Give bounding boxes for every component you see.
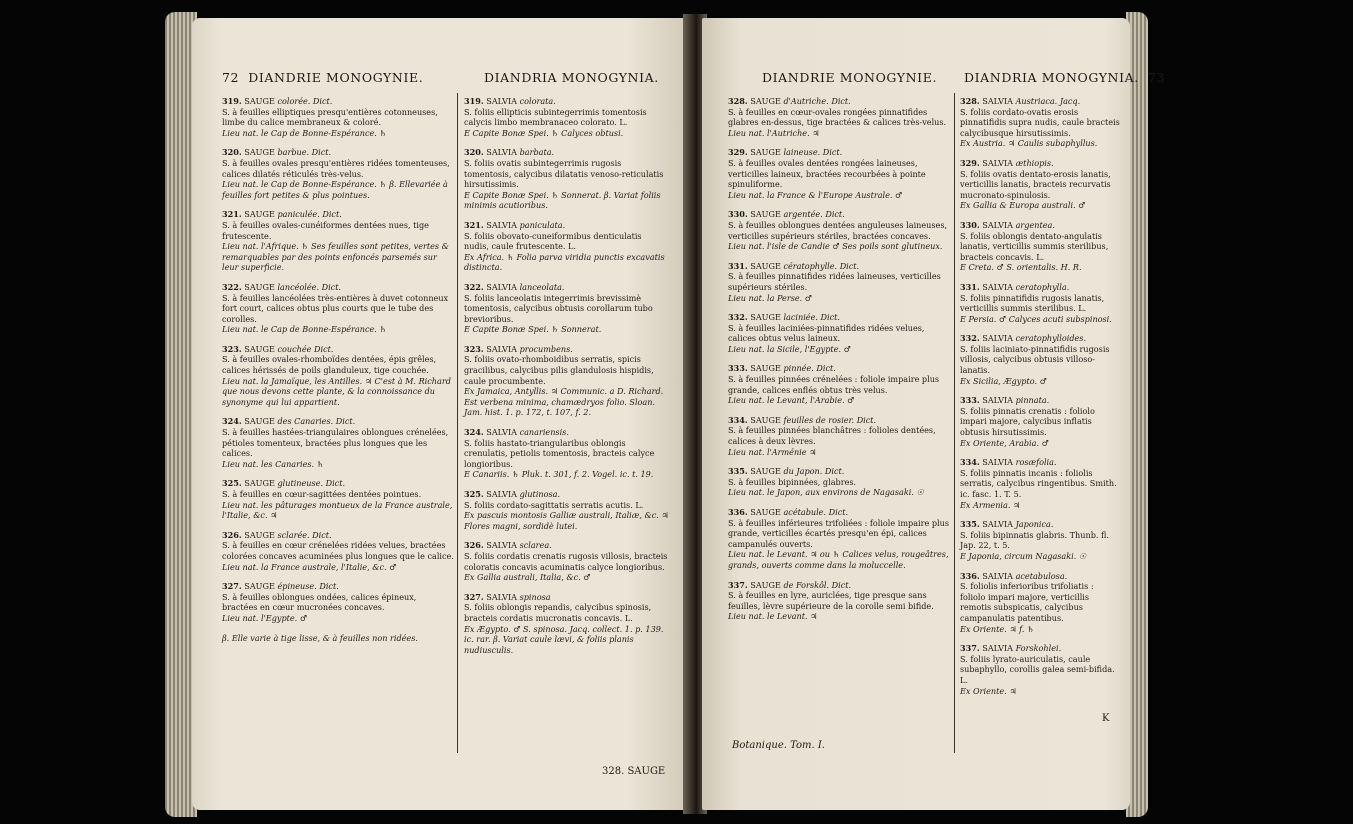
entry: [960, 220, 1120, 273]
species-name: SALVIA: [486, 281, 517, 292]
entry: [728, 96, 950, 138]
entry: [728, 312, 950, 354]
entry: [728, 261, 950, 303]
species-epithet: Austriaca. Jacq.: [1015, 96, 1081, 106]
species-epithet: canariensis.: [519, 427, 569, 438]
description: S. à feuilles ovales-cunéiformes dentées nues, tige frutescente.: [222, 219, 429, 241]
species-name: SALVIA: [982, 333, 1013, 344]
entry-number: 326.: [222, 529, 242, 540]
description: S. foliis pinnatifidis rugosis lanatis, verticillis summis sterilibus. L.: [960, 292, 1105, 314]
species-epithet: de Forskôl. Dict.: [783, 579, 852, 590]
species-name: SAUGE: [750, 209, 781, 220]
entry-number: 324.: [222, 416, 242, 427]
species-epithet: glutinosa.: [519, 489, 561, 499]
species-name: SALVIA: [982, 570, 1013, 581]
species-name: SALVIA: [486, 540, 517, 551]
description: S. foliis obovato-cuneiformibus denticulatis nudis, caule frutescente. L.: [464, 230, 642, 252]
entry-number: 336.: [728, 507, 748, 517]
description: S. foliis cordato-sagittatis serratis acutis. L.: [464, 499, 644, 510]
entry: [960, 96, 1120, 149]
entry-number: 325.: [464, 489, 484, 499]
description: S. à feuilles laciniées-pinnatifides ridées velues, calices obtus velus laineux.: [728, 322, 925, 344]
species-name: SAUGE: [750, 147, 781, 158]
species-name: SALVIA: [486, 427, 517, 438]
entry-number: 331.: [728, 260, 748, 271]
habitat: E Japonia, circum Nagasaki. ☉: [960, 550, 1087, 561]
species-epithet: rosæfolia.: [1015, 457, 1057, 468]
column-divider: [457, 93, 458, 753]
entry-number: 321.: [464, 219, 484, 230]
species-name: SAUGE: [750, 96, 781, 106]
description: S. à feuilles en cœur crénelées ridées velues, bractées colorées concaves acuminées plus longues que le calice.: [222, 540, 454, 561]
species-name: SALVIA: [982, 457, 1013, 468]
entry: [728, 209, 950, 251]
entry-number: 332.: [960, 333, 980, 344]
species-name: SALVIA: [486, 489, 517, 499]
species-epithet: sclarée. Dict.: [277, 529, 332, 540]
species-name: SAUGE: [750, 507, 781, 517]
entry: [222, 633, 454, 644]
entry-number: 333.: [728, 363, 748, 374]
species-name: SALVIA: [982, 281, 1013, 292]
species-epithet: argentea.: [1015, 219, 1055, 230]
entry-number: 319.: [464, 96, 484, 106]
habitat: E Capite Bonæ Spei. ♄ Sonnerat.: [464, 324, 602, 335]
species-name: SAUGE: [244, 209, 275, 220]
entry: [222, 530, 454, 572]
species-name: SAUGE: [750, 414, 781, 425]
habitat: E Capite Bonæ Spei. ♄ Sonnerat. β. Variat foliis minimis acutioribus.: [464, 189, 661, 211]
species-epithet: acetabulosa.: [1015, 570, 1068, 581]
entry: [960, 571, 1120, 635]
habitat: Lieu nat. le Levant, l'Arabie. ♂: [728, 395, 855, 406]
species-name: SAUGE: [244, 281, 275, 292]
species-name: SALVIA: [486, 343, 517, 354]
habitat: Lieu nat. le Cap de Bonne-Espérance. ♄ β. Ellevariée à feuilles fort petites & plus pointues.: [222, 179, 448, 200]
habitat: Lieu nat. la France australe, l'Italie, &c. ♂: [222, 561, 397, 572]
habitat: Ex Jamaica, Antyllis. ♃ Communic. a D. Richard. Est verbena minima, chamædryos folio. Sloan. Jam. hist. 1. p. 172, t. 107, f. 2.: [464, 386, 664, 418]
habitat: Lieu nat. la Sicile, l'Egypte. ♂: [728, 343, 851, 354]
entry-number: 327.: [222, 581, 242, 592]
species-epithet: feuilles de rosier. Dict.: [783, 414, 877, 425]
habitat: Ex Gallia australi, Italia, &c. ♂: [464, 572, 591, 583]
entry: [222, 581, 454, 623]
entry: [960, 282, 1120, 324]
habitat: Lieu nat. la Perse. ♂: [728, 292, 813, 303]
entry-number: 335.: [960, 519, 980, 530]
entry: [728, 415, 950, 457]
entry-number: 335.: [728, 466, 748, 477]
habitat: Lieu nat. le Cap de Bonne-Espérance. ♄: [222, 324, 387, 335]
entry: [464, 540, 669, 582]
description: S. à feuilles ovales presqu'entières ridées tomenteuses, calices dilatés réticulés très-velus.: [222, 157, 450, 179]
habitat: Lieu nat. le Levant. ♃: [728, 611, 818, 622]
species-name: SAUGE: [244, 147, 275, 158]
habitat: Lieu nat. l'isle de Candie ♂ Ses poils sont glutineux.: [728, 241, 943, 252]
habitat: Lieu nat. le Japon, aux environs de Nagasaki. ☉: [728, 487, 924, 498]
entry: [222, 344, 454, 408]
french-column: [222, 96, 454, 746]
entry: [222, 416, 454, 469]
species-name: SAUGE: [244, 416, 275, 427]
description: S. à feuilles hastées-triangulaires oblongues crénelées, pétioles tomenteux, bractées plus longues que les calices.: [222, 427, 449, 459]
description: S. foliis lanceolatis integerrimis brevissimè tomentosis, calycibus obtusis corollarum tubo brevioribus.: [464, 292, 653, 324]
description: S. foliolis inferioribus trifoliatis : foliolo impari majore, verticillis remotis subspicatis, calycibus campanulatis patentibus.: [960, 581, 1094, 623]
species-epithet: laciniée. Dict.: [783, 312, 840, 323]
habitat: Ex Ægypto. ♂ S. spinosa. Jacq. collect. 1. p. 139. ic. rar. β. Variat caule lævi, & foliis planis nudiusculis.: [464, 623, 664, 655]
species-name: SAUGE: [244, 96, 275, 106]
species-epithet: glutineuse. Dict.: [277, 478, 346, 489]
description: S. à feuilles pinnées crénelées : foliole impaire plus grande, calices enflés obtus très velus.: [728, 374, 940, 395]
description: S. foliis laciniato-pinnatifidis rugosis villosis, calycibus obtusis villoso-lanatis.: [960, 343, 1110, 376]
page-number: 73: [1147, 70, 1166, 85]
entry-number: 319.: [222, 96, 242, 106]
habitat: Ex Oriente, Arabia. ♂: [960, 437, 1049, 448]
page-number: 72: [222, 70, 240, 85]
species-epithet: acétabule. Dict.: [783, 507, 849, 517]
entry-number: 334.: [960, 457, 980, 468]
habitat: E Canariis. ♄ Pluk. t. 301, f. 2. Vogel. ic. t. 19.: [464, 469, 654, 480]
entry-number: 331.: [960, 281, 980, 292]
entry-number: 329.: [960, 157, 980, 168]
habitat: Lieu nat. l'Afrique. ♄ Ses feuilles sont petites, vertes & remarquables par des points enfoncés parsemés sur leur superficie.: [222, 241, 449, 273]
species-epithet: pinnée. Dict.: [783, 363, 836, 374]
entry-number: 336.: [960, 570, 980, 581]
entry-number: 323.: [464, 343, 484, 354]
entry: [464, 592, 669, 656]
habitat: Ex Gallia & Europa australi. ♂: [960, 200, 1086, 211]
habitat: E Capite Bonæ Spei. ♄ Calyces obtusi.: [464, 127, 624, 138]
entry: [960, 457, 1120, 510]
entry: [464, 489, 669, 531]
description: S. foliis ellipticis subintegerrimis tomentosis calycis limbo membranaceo colorato. L.: [464, 106, 647, 128]
entry-number: 322.: [464, 281, 484, 292]
species-name: SALVIA: [982, 219, 1013, 230]
description: S. foliis pinnatis crenatis : foliolo impari majore, calycibus inflatis obtusis hirsutissimis.: [960, 405, 1095, 438]
habitat: Lieu nat. les Canaries. ♄: [222, 458, 324, 469]
species-epithet: laineuse. Dict.: [783, 147, 843, 158]
entry: [960, 519, 1120, 561]
description: S. foliis lyrato-auriculatis, caule subaphyllo, corollis galea semi-bifida. L.: [960, 653, 1115, 685]
entry-number: 328.: [960, 96, 980, 106]
species-name: SAUGE: [750, 579, 781, 590]
species-epithet: Forskohlei.: [1015, 643, 1062, 654]
entry-number: 337.: [728, 579, 748, 590]
description: S. à feuilles inférieures trifoliées : foliole impaire plus grande, verticilles écartés presqu'en épi, calices campanulés ouverts.: [728, 517, 949, 549]
signature-mark: K: [1102, 713, 1110, 724]
description: S. foliis oblongis dentato-angulatis lanatis, verticillis summis sterilibus, bracteis concavis. L.: [960, 230, 1109, 262]
species-epithet: procumbens.: [519, 343, 573, 354]
entry: [728, 147, 950, 200]
latin-column: [960, 96, 1120, 746]
description: S. foliis cordatis crenatis rugosis villosis, bracteis coloratis concavis acuminatis calyce longioribus.: [464, 550, 668, 572]
description: S. foliis oblongis repandis, calycibus spinosis, bracteis cordatis mucronatis concavis. L.: [464, 602, 652, 623]
species-epithet: cératophylle. Dict.: [783, 260, 860, 271]
species-epithet: Japonica.: [1015, 519, 1054, 530]
habitat: Ex Africa. ♄ Folia parva viridia punctis excavatis distincta.: [464, 251, 665, 273]
species-name: SALVIA: [486, 219, 517, 230]
entry: [222, 478, 454, 520]
species-epithet: pinnata.: [1015, 395, 1050, 406]
habitat: Lieu nat. l'Egypte. ♂: [222, 612, 308, 623]
species-epithet: spinosa: [519, 591, 551, 602]
entry: [222, 96, 454, 138]
habitat: Lieu nat. les pâturages montueux de la France australe, l'Italie, &c. ♃: [222, 499, 453, 521]
species-name: SAUGE: [750, 363, 781, 374]
left-page: [192, 18, 687, 810]
description: S. à feuilles bipinnées, glabres.: [728, 476, 857, 487]
species-name: SALVIA: [982, 519, 1013, 530]
habitat: Lieu nat. l'Arménie ♃: [728, 446, 817, 457]
species-epithet: æthiopis.: [1015, 157, 1054, 168]
species-name: SALVIA: [982, 643, 1013, 654]
description: S. à feuilles pinnatifides ridées laineuses, verticilles supérieurs stériles.: [728, 271, 941, 292]
entry: [464, 220, 669, 273]
entry-number: 325.: [222, 478, 242, 489]
entry-number: 321.: [222, 209, 242, 220]
habitat: E Creta. ♂ S. orientalis. H. R.: [960, 262, 1082, 273]
species-name: SAUGE: [750, 466, 781, 477]
entry: [728, 580, 950, 622]
description: S. à feuilles oblongues ondées, calices épineux, bractées en cœur mucronées concaves.: [222, 591, 417, 613]
entry: [464, 427, 669, 480]
species-name: SAUGE: [244, 478, 275, 489]
entry: [728, 363, 950, 405]
habitat: Lieu nat. l'Autriche. ♃: [728, 127, 820, 138]
description: S. foliis ovato-rhomboidibus serratis, spicis gracilibus, calycibus pilis glandulosis hispidis, caule procumbente.: [464, 354, 654, 386]
latin-column: [464, 96, 669, 756]
species-epithet: paniculata.: [519, 219, 566, 230]
left-page-number-and-header: [222, 70, 423, 85]
description: β. Elle varie à tige lisse, & à feuilles non ridées.: [222, 632, 418, 643]
species-epithet: ceratophylloides.: [1015, 333, 1087, 344]
species-epithet: lanceolata.: [519, 281, 565, 292]
entry-number: 326.: [464, 540, 484, 551]
entry-number: 322.: [222, 281, 242, 292]
species-name: SAUGE: [244, 343, 275, 354]
right-page-header-and-number: [964, 70, 1165, 85]
description: S. foliis pinnatis incanis : foliolis serratis, calycibus ringentibus. Smith. ic. fasc. 1. T. 5.: [960, 467, 1117, 499]
running-head-french: DIANDRIE MONOGYNIE.: [762, 70, 938, 85]
entry-number: 329.: [728, 147, 748, 158]
species-epithet: d'Autriche. Dict.: [783, 96, 851, 106]
entry: [222, 209, 454, 273]
entry-number: 330.: [960, 219, 980, 230]
habitat: Ex Austria. ♃ Caulis subaphyllus.: [960, 138, 1098, 149]
entry: [728, 466, 950, 498]
species-name: SALVIA: [982, 395, 1013, 406]
entry: [222, 147, 454, 200]
entry-number: 323.: [222, 343, 242, 354]
habitat: Ex Sicilia, Ægypto. ♂: [960, 375, 1047, 386]
running-head-latin: DIANDRIA MONOGYNIA.: [484, 70, 659, 85]
french-column: [728, 96, 950, 736]
species-epithet: ceratophylla.: [1015, 281, 1070, 292]
species-name: SALVIA: [982, 157, 1013, 168]
habitat: Lieu nat. le Cap de Bonne-Espérance. ♄: [222, 127, 387, 138]
species-epithet: du Japon. Dict.: [783, 466, 845, 477]
description: S. à feuilles lancéolées très-entières à duvet cotonneux fort court, calices obtus plus courts que le tube des corolles.: [222, 292, 449, 324]
entry-number: 332.: [728, 312, 748, 323]
description: S. foliis bipinnatis glabris. Thunb. fl. Jap. 22, t. 5.: [960, 529, 1109, 551]
species-epithet: lancéolée. Dict.: [277, 281, 342, 292]
species-epithet: paniculée. Dict.: [277, 209, 342, 220]
species-epithet: barbue. Dict.: [277, 147, 332, 158]
species-epithet: sclarea.: [519, 540, 552, 551]
habitat: Ex Armenia. ♃: [960, 499, 1021, 510]
species-epithet: argentée. Dict.: [783, 209, 845, 220]
entry-number: 330.: [728, 209, 748, 220]
species-epithet: colorata.: [519, 96, 556, 106]
entry: [464, 282, 669, 335]
description: S. à feuilles en cœur-sagittées dentées pointues.: [222, 489, 422, 499]
entry: [222, 282, 454, 335]
habitat: Ex pascuis montosis Galliæ australi, Italiæ, &c. ♃ Flores magni, sordidè lutei.: [464, 510, 669, 531]
entry-number: 320.: [222, 147, 242, 158]
habitat: Ex Oriente. ♃: [960, 685, 1017, 696]
entry-number: 334.: [728, 414, 748, 425]
entry: [960, 333, 1120, 386]
footer-signature-line: Botanique. Tom. I.: [732, 740, 825, 751]
entry: [464, 344, 669, 418]
species-name: SALVIA: [982, 96, 1013, 106]
description: S. foliis ovatis subintegerrimis rugosis tomentosis, calycibus dilatatis venoso-reticulatis hirsutissimis.: [464, 157, 664, 190]
entry: [464, 147, 669, 211]
description: S. à feuilles en cœur-ovales rongées pinnatifides glabres en-dessus, tige bractées & calices très-velus.: [728, 106, 947, 128]
description: S. foliis ovatis dentato-erosis lanatis, verticillis lanatis, bracteis recurvatis mucronato-spinulosis.: [960, 168, 1111, 200]
species-epithet: couchée Dict.: [277, 343, 334, 354]
entry-number: 333.: [960, 395, 980, 406]
description: S. à feuilles pinnées blanchâtres : folioles dentées, calices à deux lèvres.: [728, 425, 936, 447]
species-name: SAUGE: [750, 260, 781, 271]
entry: [728, 507, 950, 571]
species-name: SALVIA: [486, 591, 517, 602]
description: S. à feuilles oblongues dentées anguleuses laineuses, verticilles supérieurs stériles, bractées concaves.: [728, 219, 948, 241]
habitat: Ex Oriente. ♃ f. ♄: [960, 623, 1035, 634]
description: S. à feuilles en lyre, auriclées, tige presque sans feuilles, lèvre supérieure de la corolle semi bifide.: [728, 590, 934, 611]
habitat: Lieu nat. le Levant. ♃ ou ♄ Calices velus, rougeâtres, grands, ouverts comme dans la moluccelle.: [728, 549, 949, 570]
species-name: SALVIA: [486, 96, 517, 106]
species-epithet: des Canaries. Dict.: [277, 416, 356, 427]
habitat: E Persia. ♂ Calyces acuti subspinosi.: [960, 313, 1112, 324]
description: S. foliis hastato-triangularibus oblongis crenulatis, petiolis tomentosis, bracteis calyce longioribus.: [464, 437, 655, 469]
running-head-french: DIANDRIE MONOGYNIE.: [248, 70, 424, 85]
running-head-latin: DIANDRIA MONOGYNIA.: [964, 70, 1139, 85]
column-divider: [954, 93, 955, 753]
species-name: SAUGE: [244, 581, 275, 592]
habitat: Lieu nat. la France & l'Europe Australe. ♂: [728, 189, 903, 200]
species-epithet: colorée. Dict.: [277, 96, 333, 106]
entry: [960, 395, 1120, 448]
species-epithet: barbata.: [519, 147, 555, 158]
entry-number: 324.: [464, 427, 484, 438]
entry-number: 327.: [464, 591, 484, 602]
species-name: SAUGE: [750, 312, 781, 323]
entry: [960, 158, 1120, 211]
entry-number: 320.: [464, 147, 484, 158]
description: S. à feuilles ovales dentées rongées laineuses, verticilles laineux, bractées recourbées à pointe spinuliforme.: [728, 157, 926, 190]
entry: [464, 96, 669, 138]
description: S. à feuilles elliptiques presqu'entières cotonneuses, limbe du calice membraneux & coloré.: [222, 106, 438, 128]
species-name: SALVIA: [486, 147, 517, 158]
entry-number: 328.: [728, 96, 748, 106]
habitat: Lieu nat. la Jamaïque, les Antilles. ♃ C'est à M. Richard que nous devons cette plante, & la connoissance du synonyme qui lui appartient.: [222, 375, 451, 407]
entry: [960, 643, 1120, 696]
description: S. à feuilles ovales-rhomboïdes dentées, épis grêles, calices hérissés de poils glanduleux, tige couchée.: [222, 354, 437, 376]
entry-number: 337.: [960, 643, 980, 654]
description: S. foliis cordato-ovatis erosis pinnatifidis supra nudis, caule bracteis calycibusque hirsutissimis.: [960, 106, 1120, 138]
catchword: 328. SAUGE: [602, 766, 666, 777]
species-epithet: épineuse. Dict.: [277, 581, 339, 592]
right-page: [702, 18, 1166, 810]
species-name: SAUGE: [244, 529, 275, 540]
